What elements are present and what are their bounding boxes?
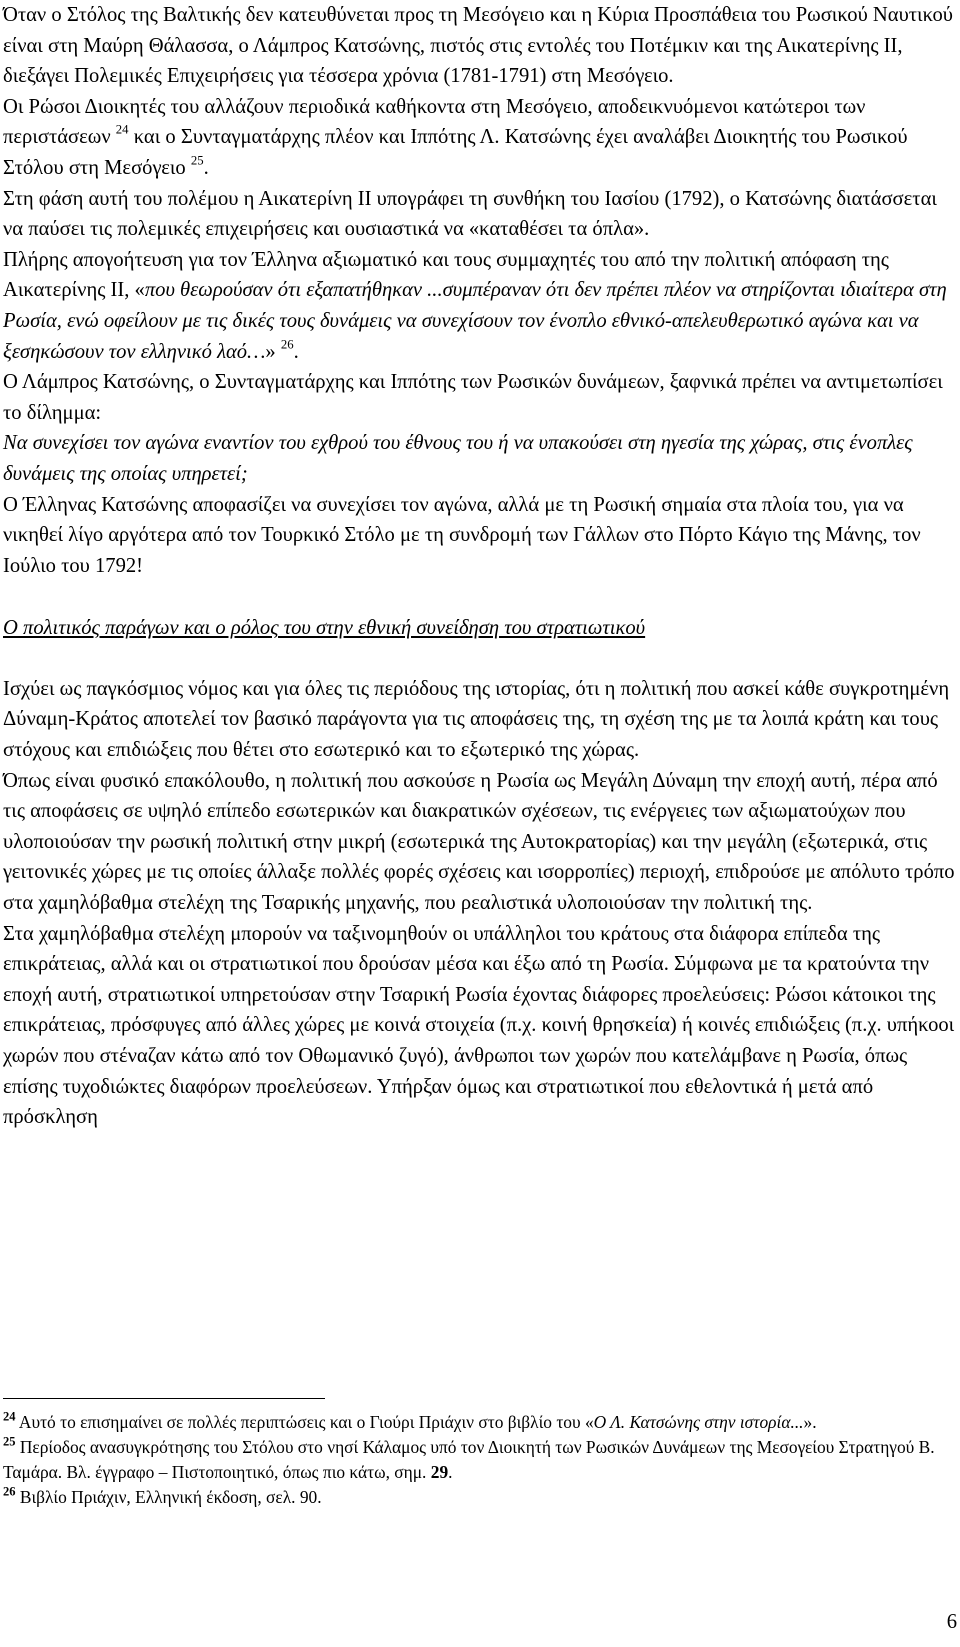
paragraph: Όταν ο Στόλος της Βαλτικής δεν κατευθύνεται προς τη Μεσόγειο και η Κύρια Προσπάθεια του Ρωσικού Ναυτικού είναι στη Μαύρη Θάλασσα, ο Λάμπρος Κατσώνης, πιστός στις εντολές του Ποτέμκιν και της Αικατερίνης ΙΙ, διεξάγει Πολεμικές Επιχειρήσεις για τέσσερα χρόνια (1781-1791) στη Μεσόγειο. (3, 4, 954, 88)
page-number: 6 (946, 1611, 957, 1633)
cross-reference[interactable]: 29 (430, 1462, 449, 1482)
quotation: που θεωρούσαν ότι εξαπατήθηκαν ...συμπέραναν ότι δεν πρέπει πλέον να στηρίζονται ιδιαίτερα στη Ρωσία, ενώ οφείλουν με τις δικές τους δυνάμεις να συνεχίσουν τον ένοπλο εθνικό-απελευθερωτικό αγώνα και να ξεσηκώσουν τον ελληνικό λαό… (3, 279, 947, 363)
footnote-text: . (448, 1462, 453, 1482)
dilemma-text: Να συνεχίσει τον αγώνα εναντίον του εχθρού του έθνους του ή να υπακούσει στη ηγεσία της χώρας, στις ένοπλες δυνάμεις της οποίας υπηρετεί; (3, 432, 913, 485)
footnote-text: ». (803, 1412, 817, 1432)
footnote-26 (3, 1485, 958, 1510)
paragraph-text: . (293, 340, 299, 363)
footnote-number: 24 (3, 1409, 16, 1424)
paragraph (3, 92, 958, 184)
spacer (3, 644, 958, 674)
paragraph-text: και ο Συνταγματάρχης πλέον και Ιππότης Λ. Κατσώνης έχει αναλάβει Διοικητής του Ρωσικού Στόλου στη Μεσόγειο (3, 126, 908, 179)
paragraph-text: » (265, 340, 281, 363)
footnote-ref-26[interactable]: 26 (280, 336, 294, 351)
paragraph (3, 245, 958, 367)
document-page (3, 0, 958, 1133)
paragraph-text: Πλήρης απογοήτευση για τον Έλληνα αξιωματικό και τους συμμαχητές του από την πολιτική απόφαση της Αικατερίνης ΙΙ, « (3, 248, 889, 302)
paragraph: Ο Λάμπρος Κατσώνης, ο Συνταγματάρχης και Ιππότης των Ρωσικών δυνάμεων, ξαφνικά πρέπει να αντιμετωπίσει το δίλημμα: (3, 371, 943, 424)
footnote-25 (3, 1435, 958, 1485)
footnote-24 (3, 1410, 958, 1435)
footnotes (3, 1410, 958, 1510)
footnote-separator (3, 1398, 325, 1399)
paragraph-text: Οι Ρώσοι Διοικητές του αλλάζουν περιοδικά καθήκοντα στη Μεσόγειο, αποδεικνυόμενοι κατώτεροι των περιστάσεων (3, 95, 866, 149)
book-title: Ο Λ. Κατσώνης στην ιστορία... (593, 1412, 804, 1432)
footnote-text: Περίοδος ανασυγκρότησης του Στόλου στο νησί Κάλαμος υπό τον Διοικητή των Ρωσικών Δυνάμεων της Μεσογείου Στρατηγού Β. Ταμάρα. Βλ. έγγραφο – Πιστοποιητικό, όπως πιο κάτω, σημ. (3, 1437, 935, 1482)
footnote-number: 26 (3, 1484, 16, 1499)
footnote-ref-24[interactable]: 24 (115, 122, 129, 137)
paragraph-text: . (203, 156, 209, 179)
footnote-text: Βιβλίο Πριάχιν, Ελληνική έκδοση, σελ. 90. (15, 1487, 322, 1507)
paragraph: Στη φάση αυτή του πολέμου η Αικατερίνη ΙΙ υπογράφει τη συνθήκη του Ιασίου (1792), ο Κατσώνης διατάσσεται να παύσει τις πολεμικές επιχειρήσεις και ουσιαστικά να «καταθέσει τα όπλα». (3, 187, 937, 241)
footnote-number: 25 (3, 1434, 16, 1449)
spacer (3, 581, 958, 613)
paragraph: Όπως είναι φυσικό επακόλουθο, η πολιτική που ασκούσε η Ρωσία ως Μεγάλη Δύναμη την εποχή αυτή, πέρα από τις αποφάσεις σε υψηλό επίπεδο εσωτερικών και διακρατικών σχέσεων, τις ενέργειες των αξιωματούχων που υλοποιούσαν την ρωσική πολιτική στην μικρή (εσωτερικά της Αυτοκρατορίας) και την μεγάλη (εξωτερικά, στις γειτονικές χώρες με τις οποίες άλλαξε πολλές φορές σχέσεις και ισορροπίες) περιοχή, επιδρούσε με απόλυτο τρόπο στα χαμηλόβαθμα στελέχη της Τσαρικής μηχανής, που ρεαλιστικά υλοποιούσαν την πολιτική της. (3, 769, 955, 915)
paragraph: Ο Έλληνας Κατσώνης αποφασίζει να συνεχίσει τον αγώνα, αλλά με τη Ρωσική σημαία στα πλοία του, για να νικηθεί λίγο αργότερα από τον Τουρκικό Στόλο με τη συνδρομή των Γάλλων στο Πόρτο Κάγιο της Μάνης, τον Ιούλιο του 1792! (3, 493, 921, 577)
section-heading: Ο πολιτικός παράγων και ο ρόλος του στην εθνική συνείδηση του στρατιωτικού (3, 617, 646, 640)
footnote-ref-25[interactable]: 25 (190, 153, 204, 168)
paragraph: Στα χαμηλόβαθμα στελέχη μπορούν να ταξινομηθούν οι υπάλληλοι του κράτους στα διάφορα επίπεδα της επικράτειας, αλλά και οι στρατιωτικοί που δρούσαν μέσα και έξω από τη Ρωσία. Σύμφωνα με τα κρατούντα την εποχή αυτή, στρατιωτικοί υπηρετούσαν στην Τσαρική Ρωσία έχοντας διάφορες προελεύσεις: Ρώσοι κάτοικοι της επικράτειας, πρόσφυγες από άλλες χώρες με κοινά στοιχεία (π.χ. κοινή θρησκεία) ή κοινές επιδιώξεις (π.χ. υπήκοοι χωρών που στέναζαν κάτω από τον Οθωμανικό ζυγό), άνθρωποι των χωρών που κατελάμβανε η Ρωσία, όπως επίσης τυχοδιώκτες διαφόρων προελεύσεων. Υπήρξαν όμως και στρατιωτικοί που εθελοντικά ή μετά από πρόσκληση (3, 922, 955, 1129)
footnote-text: Αυτό το επισημαίνει σε πολλές περιπτώσεις και ο Γιούρι Πριάχιν στο βιβλίο του « (15, 1412, 594, 1432)
paragraph: Ισχύει ως παγκόσμιος νόμος και για όλες τις περιόδους της ιστορίας, ότι η πολιτική που ασκεί κάθε συγκροτημένη Δύναμη-Κράτος αποτελεί τον βασικό παράγοντα για τις αποφάσεις της, τη σχέση της με τα λοιπά κράτη και τους στόχους και επιδιώξεις που θέτει στο εσωτερικό και το εξωτερικό της χώρας. (3, 677, 950, 762)
dilemma-question (3, 428, 958, 489)
